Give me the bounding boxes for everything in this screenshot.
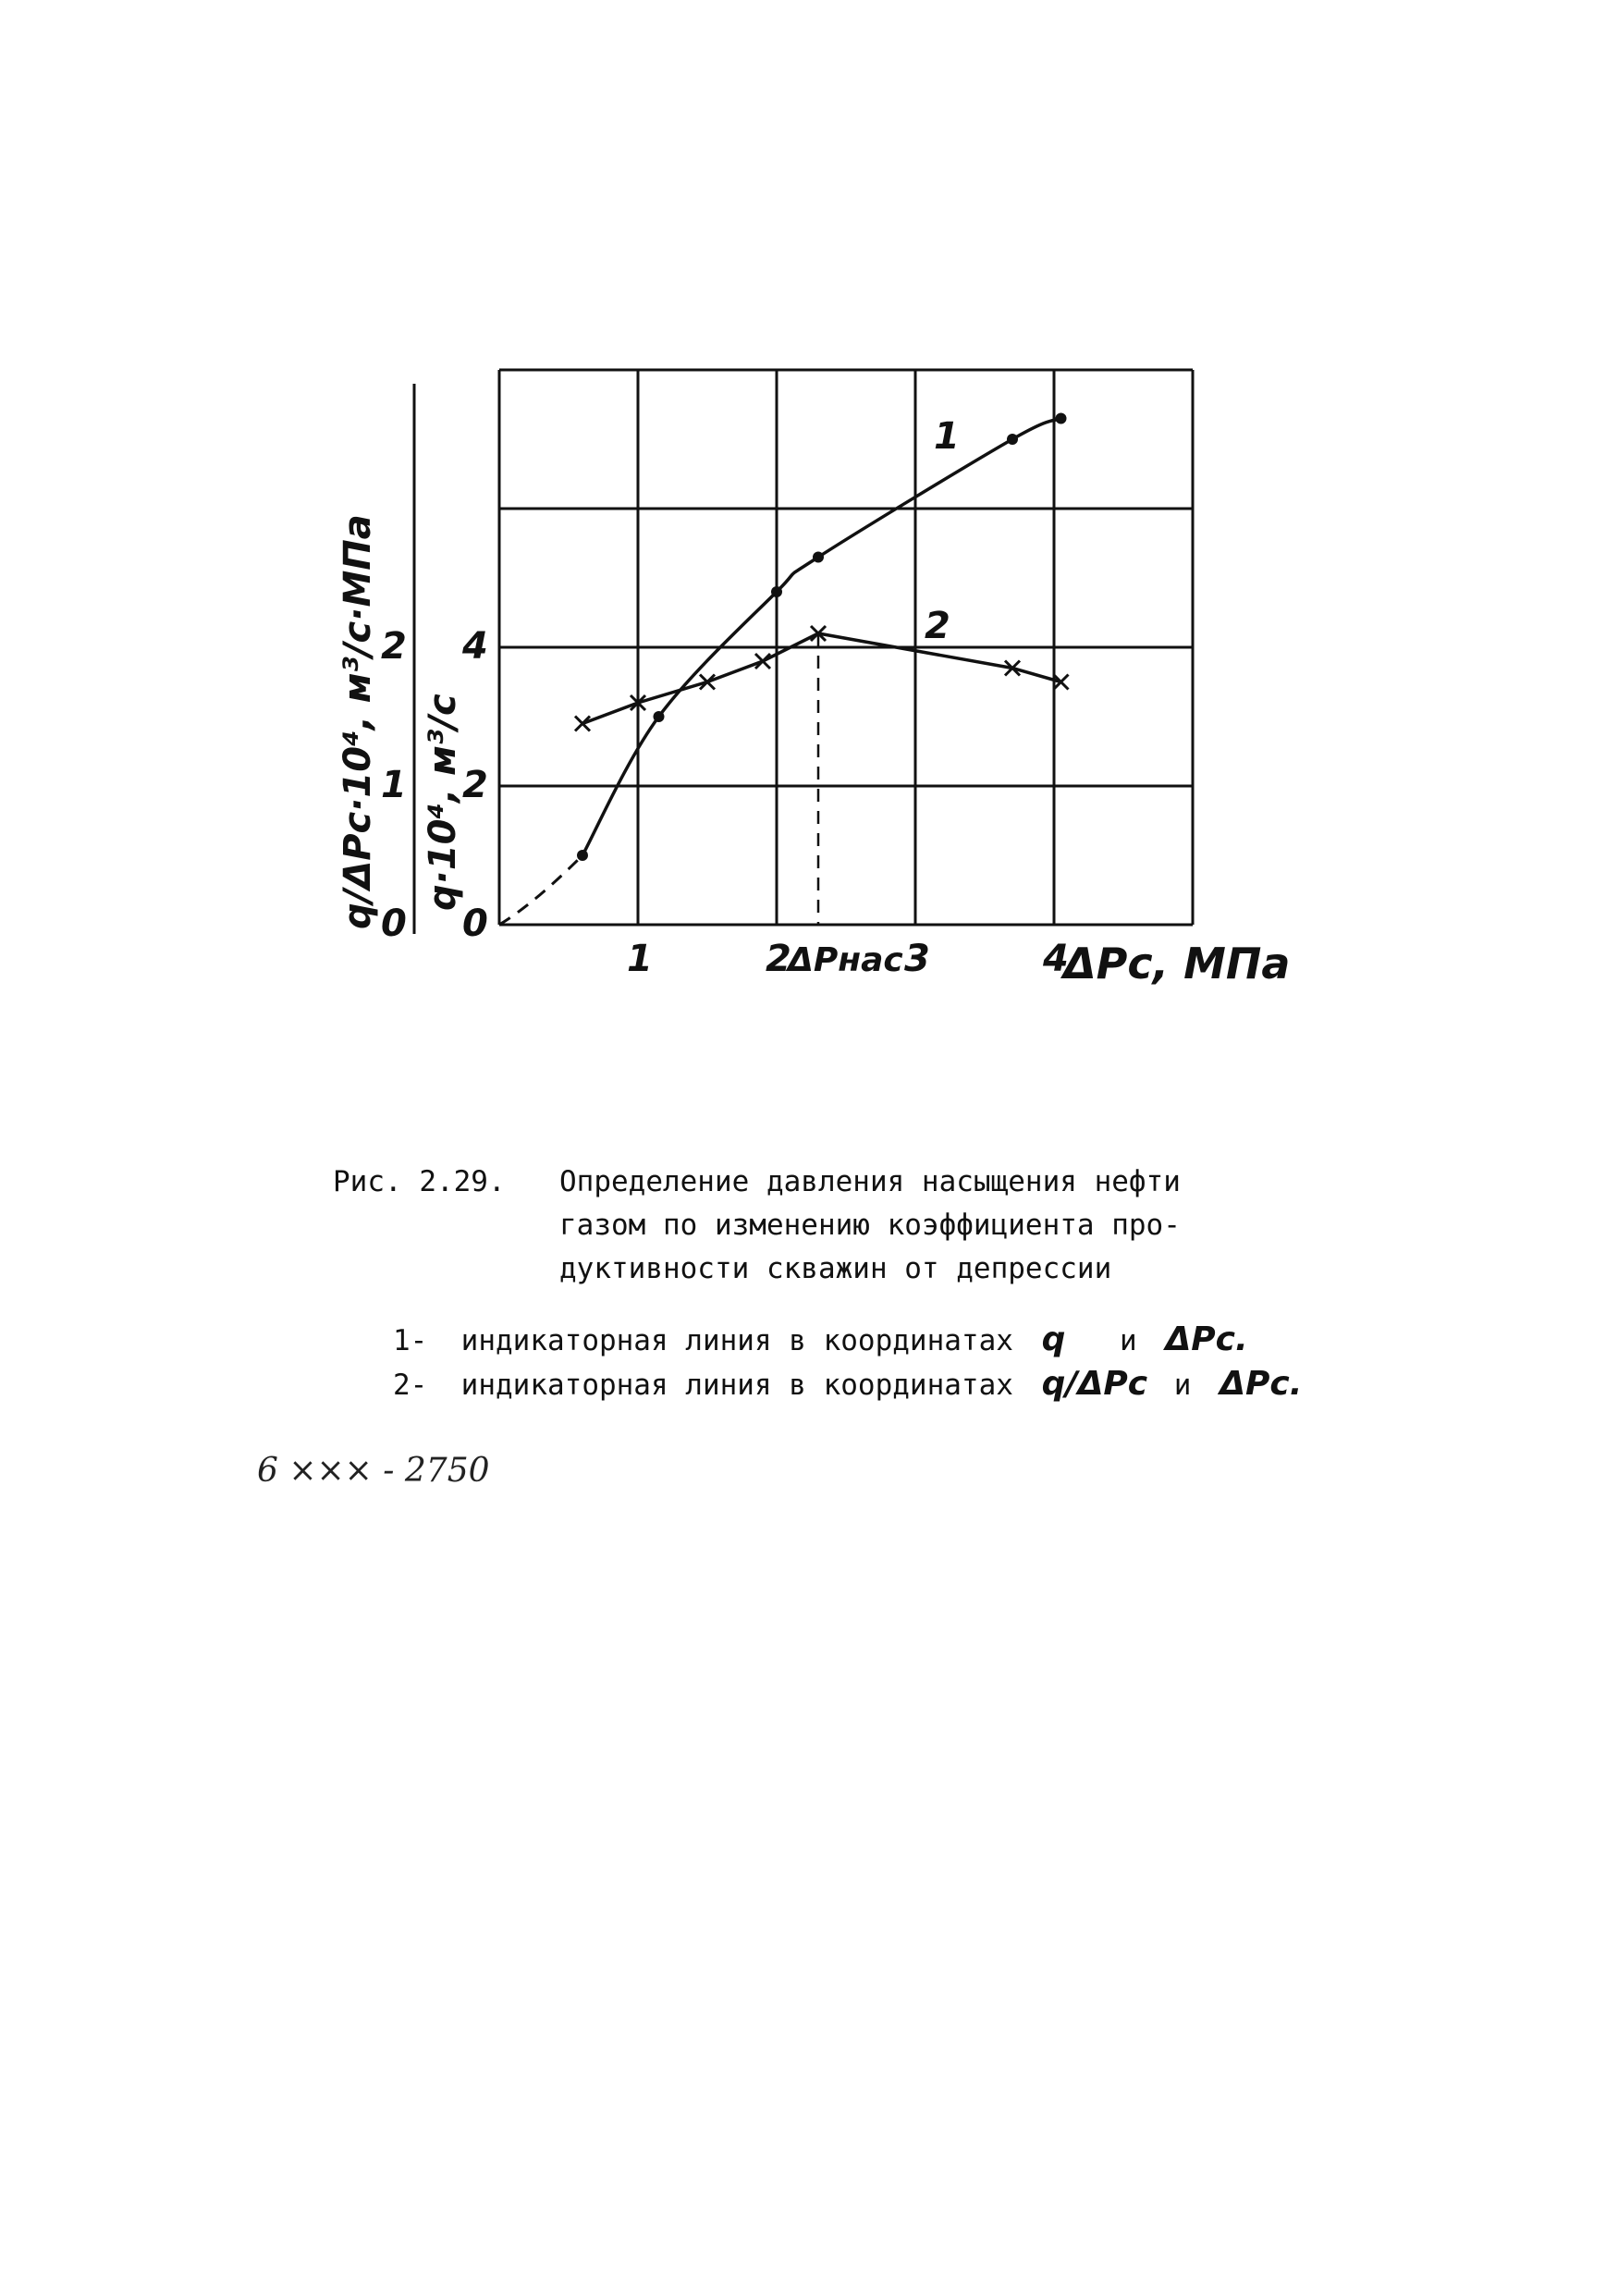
- y-right-tick-label: 4: [462, 625, 488, 668]
- caption-text-2: газом по изменению коэффициента про-: [559, 1209, 1181, 1242]
- series-1-point: [771, 586, 782, 597]
- legend-conj-1: и: [1120, 1324, 1137, 1357]
- series-1-point: [654, 711, 665, 722]
- figure-caption: [333, 1160, 1304, 1291]
- legend-text-2: индикаторная линия в координатах: [460, 1369, 1013, 1402]
- chart-tick-labels: [381, 625, 1069, 980]
- series-1-dashed-start: [499, 855, 582, 925]
- x-ref-label: ΔPнас: [788, 941, 903, 979]
- caption-line-1: [333, 1160, 1304, 1204]
- y-left-axis-label: q/ΔPс·10⁴, м³/с·МПа: [337, 514, 379, 929]
- chart: [0, 0, 1618, 1063]
- y-right-tick-label: 0: [462, 902, 488, 945]
- series-1-point: [1007, 434, 1018, 445]
- caption-line-2: [333, 1204, 1304, 1247]
- figure-number: Рис. 2.29.: [333, 1165, 506, 1198]
- x-tick-label: 3: [904, 938, 930, 980]
- legend-symbol-2b: ΔPс.: [1220, 1365, 1303, 1403]
- series-2-point: [575, 717, 590, 731]
- legend-symbol-1a: q: [1041, 1320, 1066, 1358]
- chart-grid: [499, 370, 1193, 925]
- caption-text-3: дуктивности скважин от депрессии: [559, 1252, 1112, 1285]
- series-1-point: [577, 850, 588, 861]
- x-tick-label: 1: [627, 938, 653, 980]
- caption-text-1: Определение давления насыщения нефти: [559, 1165, 1181, 1198]
- y-left-tick-label: 0: [381, 902, 407, 945]
- y-right-axis-label: q·10⁴, м³/с: [422, 694, 464, 911]
- series-1-point: [1056, 413, 1067, 424]
- legend-symbol-2a: q/ΔPс: [1041, 1365, 1148, 1403]
- page-footnote: 6 ××× - 2750: [257, 1452, 490, 1490]
- legend-text-1: индикаторная линия в координатах: [460, 1324, 1013, 1357]
- y-right-tick-label: 2: [462, 764, 488, 806]
- series-1-label: 1: [934, 415, 960, 458]
- series-2-label: 2: [925, 605, 950, 647]
- series-1-point: [813, 552, 824, 563]
- legend-item-2: [393, 1365, 1302, 1403]
- y-left-tick-label: 1: [381, 764, 407, 806]
- caption-line-3: [333, 1247, 1304, 1291]
- y-left-tick-label: 2: [381, 625, 407, 668]
- x-axis-label: ΔPс, МПа: [1063, 939, 1291, 988]
- legend-conj-2: и: [1173, 1369, 1192, 1402]
- legend-symbol-1b: ΔPс.: [1165, 1320, 1248, 1358]
- chart-axes: [414, 370, 1193, 934]
- legend-number-2: 2-: [393, 1369, 428, 1402]
- chart-series: [499, 413, 1069, 926]
- legend-number-1: 1-: [393, 1324, 428, 1357]
- legend-item-1: [393, 1320, 1248, 1358]
- series-2-point: [755, 654, 770, 669]
- x-tick-label: 4: [1043, 938, 1069, 980]
- x-tick-label: 2: [766, 938, 791, 980]
